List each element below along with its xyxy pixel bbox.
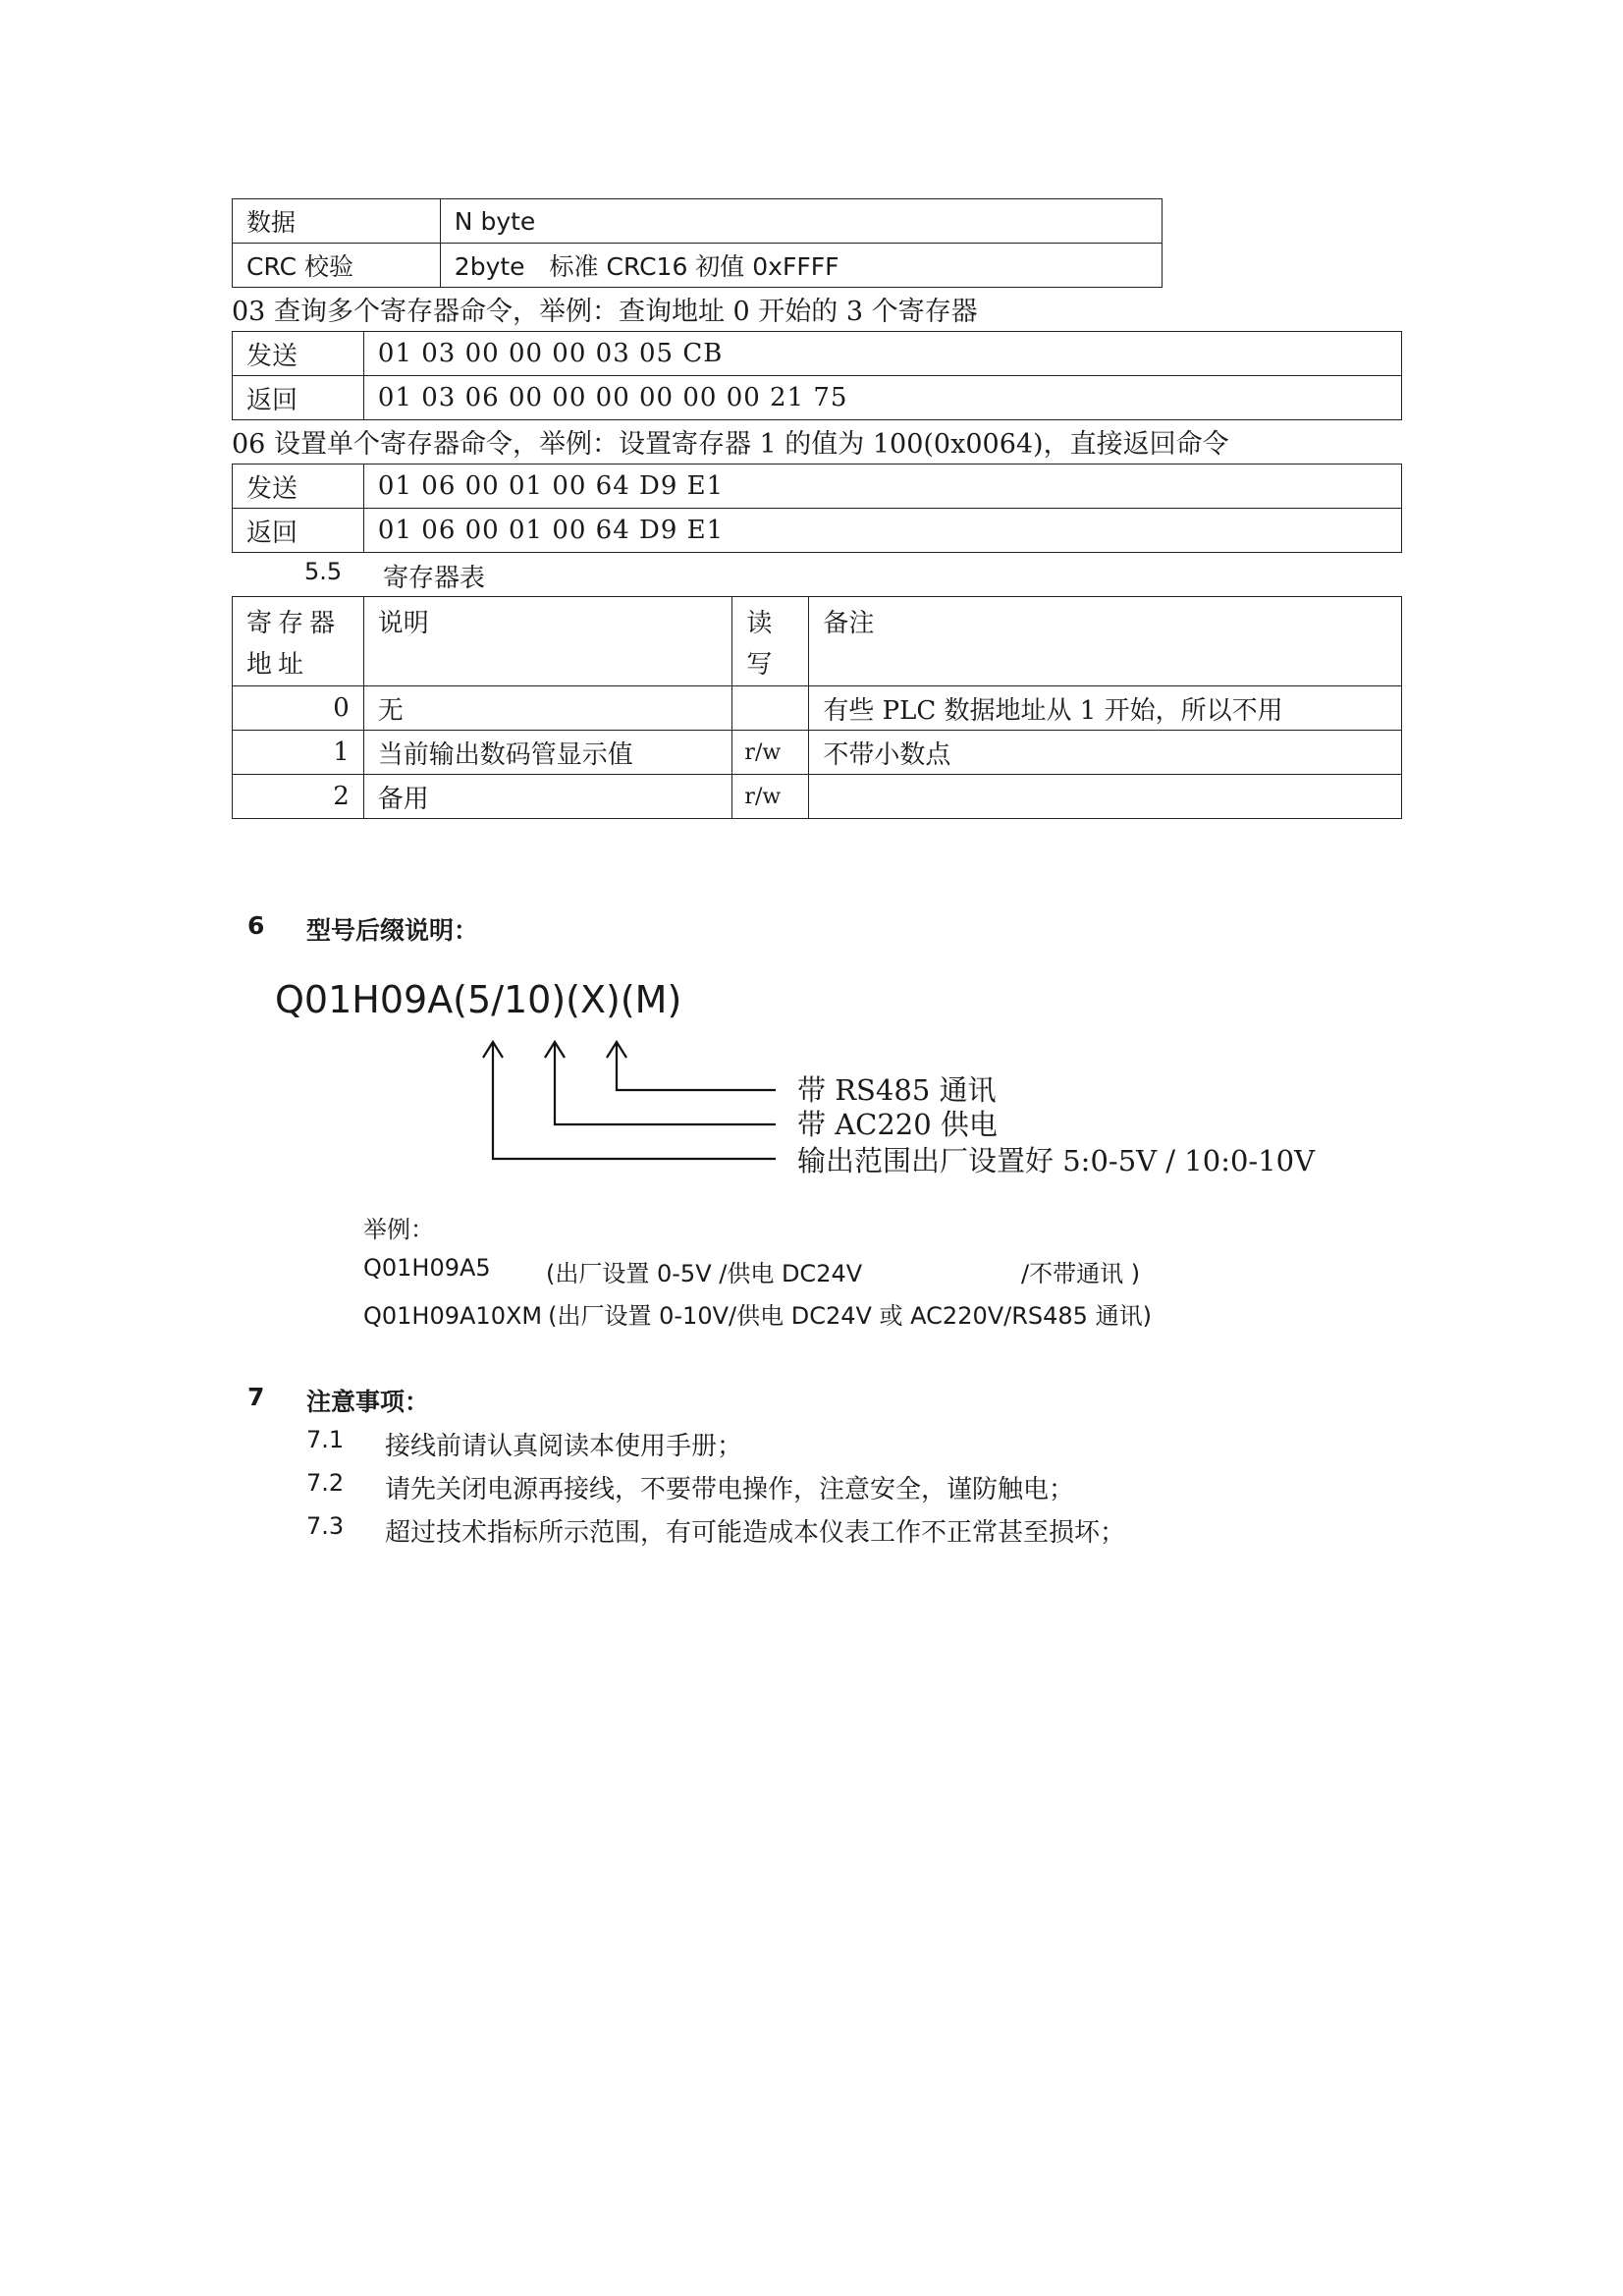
arrow-m [617,1044,776,1090]
section-title: 寄存器表 [383,564,486,593]
table-header-row [233,597,1402,686]
table-row [233,199,1163,244]
rw-cell: r/w [732,775,809,819]
cmd06-table [232,464,1402,553]
desc-cell: 备用 [363,775,732,819]
item-7-1-num: 7.1 [306,1426,345,1453]
table-row [233,731,1402,775]
register-table [232,596,1402,819]
addr-cell: 1 [233,731,364,775]
model-code: Q01H09A(5/10)(X)(M) [275,978,682,1021]
example-2 [363,1296,1152,1331]
label-rs485: 带 RS485 通讯 [797,1073,997,1107]
item-7-2-num: 7.2 [306,1469,345,1497]
cmd03-table [232,331,1402,420]
addr-cell: 2 [233,775,364,819]
label-cell: 发送 [233,465,364,509]
note-cell: 有些 PLC 数据地址从 1 开始，所以不用 [809,686,1402,731]
label-cell: 返回 [233,509,364,553]
section-number: 5.5 [304,558,343,585]
arrow-range [493,1044,776,1159]
cmd06-caption: 06 设置单个寄存器命令，举例：设置寄存器 1 的值为 100(0x0064)，直接返回命令 [232,429,1229,460]
item-7-3-num: 7.3 [306,1512,345,1540]
section6-title: 型号后缀说明： [306,916,479,945]
rw-cell: r/w [732,731,809,775]
field-cell: CRC 校验 [233,244,441,288]
header-rw: 读写 [732,597,809,686]
table-row [233,775,1402,819]
note-cell: 不带小数点 [809,731,1402,775]
table-row [233,332,1402,376]
section7-number: 7 [247,1383,265,1411]
table-row [233,465,1402,509]
header-note: 备注 [809,597,1402,686]
example-1-tail: /不带通讯 ) [1021,1260,1141,1287]
hex-cell: 01 06 00 01 00 64 D9 E1 [363,509,1401,553]
example-1-code: Q01H09A5 [363,1254,491,1282]
label-ac220: 带 AC220 供电 [797,1108,998,1141]
table-row [233,244,1163,288]
addr-cell: 0 [233,686,364,731]
desc-cell: 当前输出数码管显示值 [363,731,732,775]
example-2-code: Q01H09A10XM [363,1302,543,1330]
arrow-x [555,1044,776,1124]
field-cell: 数据 [233,199,441,244]
hex-cell: 01 03 00 00 00 03 05 CB [363,332,1401,376]
table-row [233,509,1402,553]
header-desc: 说明 [363,597,732,686]
hex-cell: 01 03 06 00 00 00 00 00 00 21 75 [363,376,1401,420]
header-addr: 寄存器地址 [233,597,364,686]
example-1-desc: (出厂设置 0-5V /供电 DC24V [546,1260,863,1287]
item-7-3-text: 超过技术指标所示范围，有可能造成本仪表工作不正常甚至损坏； [385,1518,1126,1548]
table-row [233,376,1402,420]
table-row [233,686,1402,731]
suffix-diagram [471,1036,785,1164]
item-7-1-text: 接线前请认真阅读本使用手册； [385,1432,743,1461]
rw-cell [732,686,809,731]
examples-label: 举例： [363,1216,434,1243]
item-7-2-text: 请先关闭电源再接线，不要带电操作，注意安全，谨防触电； [385,1475,1075,1504]
label-range: 输出范围出厂设置好 5:0-5V / 10:0-10V [797,1144,1316,1177]
note-cell [809,775,1402,819]
protocol-table [232,198,1163,288]
label-cell: 返回 [233,376,364,420]
desc-cell: 2byte 标准 CRC16 初值 0xFFFF [440,244,1162,288]
section6-number: 6 [247,911,265,940]
cmd03-caption: 03 查询多个寄存器命令，举例：查询地址 0 开始的 3 个寄存器 [232,297,978,327]
hex-cell: 01 06 00 01 00 64 D9 E1 [363,465,1401,509]
label-cell: 发送 [233,332,364,376]
example-2-desc: (出厂设置 0-10V/供电 DC24V 或 AC220V/RS485 通讯) [548,1302,1152,1330]
desc-cell: N byte [440,199,1162,244]
desc-cell: 无 [363,686,732,731]
section7-title: 注意事项： [306,1388,430,1416]
